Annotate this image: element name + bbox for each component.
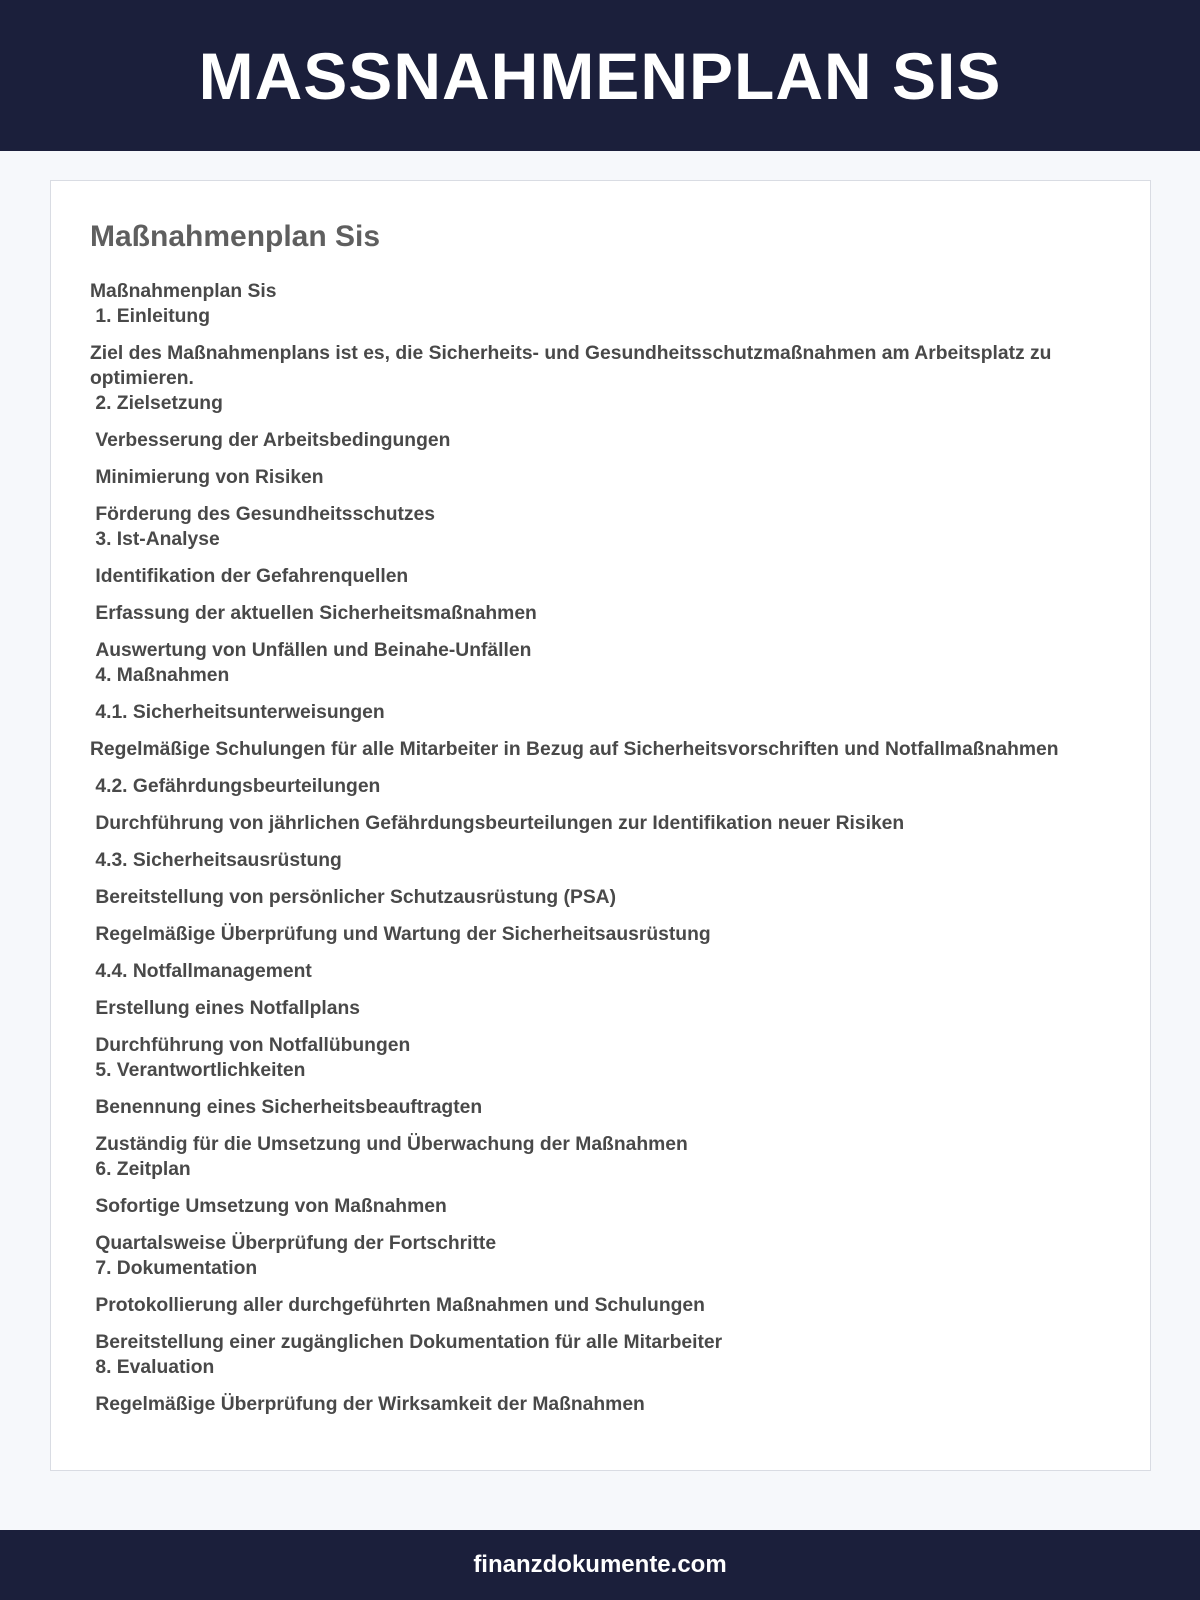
document-line: Regelmäßige Schulungen für alle Mitarbeiter in Bezug auf Sicherheitsvorschriften und Notfallmaßnahmen [90, 739, 1059, 760]
footer-banner [0, 1530, 1200, 1600]
document-line: Minimierung von Risiken [90, 467, 324, 488]
document-line: Ziel des Maßnahmenplans ist es, die Sicherheits- und Gesundheitsschutzmaßnahmen am Arbeitsplatz zu optimieren. [90, 343, 1057, 389]
document-line: Maßnahmenplan Sis [90, 281, 277, 302]
document-line: 2. Zielsetzung [90, 393, 223, 414]
document-line: 4.4. Notfallmanagement [90, 961, 312, 982]
document-line: Förderung des Gesundheitsschutzes [90, 504, 435, 525]
document-line: Regelmäßige Überprüfung der Wirksamkeit der Maßnahmen [90, 1394, 645, 1415]
document-line: 5. Verantwortlichkeiten [90, 1060, 306, 1081]
document-card [50, 180, 1151, 1471]
document-line: Zuständig für die Umsetzung und Überwachung der Maßnahmen [90, 1134, 688, 1155]
footer-site: finanzdokumente.com [473, 1551, 727, 1578]
document-line: Bereitstellung von persönlicher Schutzausrüstung (PSA) [90, 887, 617, 908]
header-banner [0, 0, 1200, 151]
document-line: 4.2. Gefährdungsbeurteilungen [90, 776, 381, 797]
document-line: 4.3. Sicherheitsausrüstung [90, 850, 342, 871]
document-title: Maßnahmenplan Sis [90, 220, 381, 253]
document-line: 8. Evaluation [90, 1357, 215, 1378]
document-line: Identifikation der Gefahrenquellen [90, 566, 409, 587]
document-line: Regelmäßige Überprüfung und Wartung der Sicherheitsausrüstung [90, 924, 711, 945]
document-body [90, 279, 1111, 1417]
banner-title: MASSNAHMENPLAN SIS [198, 38, 1002, 113]
document-line: Durchführung von jährlichen Gefährdungsbeurteilungen zur Identifikation neuer Risiken [90, 813, 905, 834]
document-line: Sofortige Umsetzung von Maßnahmen [90, 1196, 447, 1217]
document-line: 6. Zeitplan [90, 1159, 191, 1180]
document-line: Bereitstellung einer zugänglichen Dokumentation für alle Mitarbeiter [90, 1332, 723, 1353]
document-line: Durchführung von Notfallübungen [90, 1035, 411, 1056]
document-line: 4. Maßnahmen [90, 665, 230, 686]
document-line: Auswertung von Unfällen und Beinahe-Unfällen [90, 640, 532, 661]
document-line: Quartalsweise Überprüfung der Fortschritte [90, 1233, 497, 1254]
document-line: 7. Dokumentation [90, 1258, 258, 1279]
document-line: 4.1. Sicherheitsunterweisungen [90, 702, 385, 723]
document-line: Verbesserung der Arbeitsbedingungen [90, 430, 451, 451]
document-line: Protokollierung aller durchgeführten Maßnahmen und Schulungen [90, 1295, 705, 1316]
document-line: Erfassung der aktuellen Sicherheitsmaßnahmen [90, 603, 537, 624]
document-line: 1. Einleitung [90, 306, 210, 327]
document-line: Erstellung eines Notfallplans [90, 998, 360, 1019]
document-line: Benennung eines Sicherheitsbeauftragten [90, 1097, 483, 1118]
document-line: 3. Ist-Analyse [90, 529, 220, 550]
